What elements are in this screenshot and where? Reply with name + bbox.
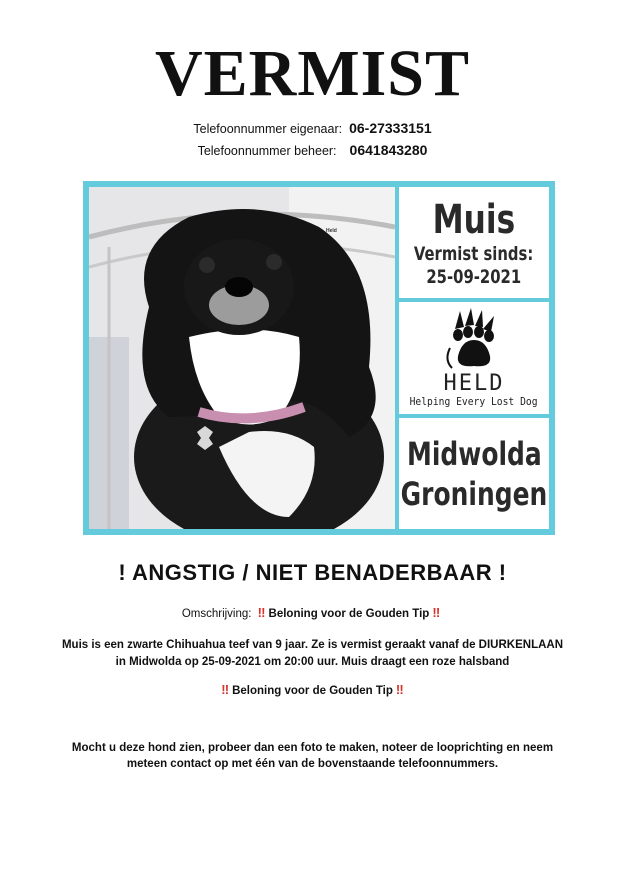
behavior-warning: ! ANGSTIG / NIET BENADERBAAR ! <box>118 560 507 585</box>
held-logo-panel <box>399 302 549 414</box>
missing-dog-poster <box>83 181 555 535</box>
admin-phone-number[interactable]: 0641843280 <box>349 142 428 158</box>
owner-phone-label: Telefoonnummer eigenaar: <box>193 122 343 136</box>
description-label: Omschrijving: <box>181 608 252 620</box>
location-panel <box>399 418 549 529</box>
paw-print-icon <box>444 308 504 370</box>
reward-line <box>0 682 625 697</box>
location-city: Midwolda <box>406 434 542 473</box>
held-logo-subtitle: Helping Every Lost Dog <box>410 395 538 408</box>
missing-since-label: Vermist sinds: <box>414 242 534 265</box>
location-province: Groningen <box>400 474 548 513</box>
page-title: VERMIST <box>154 37 471 110</box>
contact-list <box>0 120 625 164</box>
reward-text: Beloning voor de Gouden Tip <box>268 608 430 620</box>
double-exclamation-icon: ‼ <box>257 605 266 620</box>
description-text: Muis is een zwarte Chihuahua teef van 9 jaar. Ze is vermist geraakt vanaf de DIURKENLAAN in Midwolda op 25-09-2021 om 20:00 uur. Muis draagt een roze halsband <box>61 639 564 668</box>
photo-watermark: Held <box>326 228 337 234</box>
dog-info-panel <box>399 187 549 298</box>
description-line <box>0 605 625 620</box>
held-logo-title: HELD <box>443 370 505 396</box>
missing-date: 25-09-2021 <box>426 265 522 288</box>
dog-illustration <box>89 187 395 529</box>
admin-phone-row <box>0 142 625 164</box>
dog-photo <box>89 187 395 529</box>
reward-text: Beloning voor de Gouden Tip <box>232 685 393 697</box>
double-exclamation-icon: ‼ <box>395 682 404 697</box>
owner-phone-number[interactable]: 06-27333151 <box>349 120 432 136</box>
double-exclamation-icon: ‼ <box>221 682 230 697</box>
owner-phone-row <box>0 120 625 142</box>
admin-phone-label: Telefoonnummer beheer: <box>197 144 337 158</box>
double-exclamation-icon: ‼ <box>432 605 441 620</box>
contact-instructions: Mocht u deze hond zien, probeer dan een foto te maken, noteer de looprichting en neem meteen contact op met één van de bovenstaande telefoonnummers. <box>71 742 554 770</box>
dog-name: Muis <box>432 196 516 243</box>
